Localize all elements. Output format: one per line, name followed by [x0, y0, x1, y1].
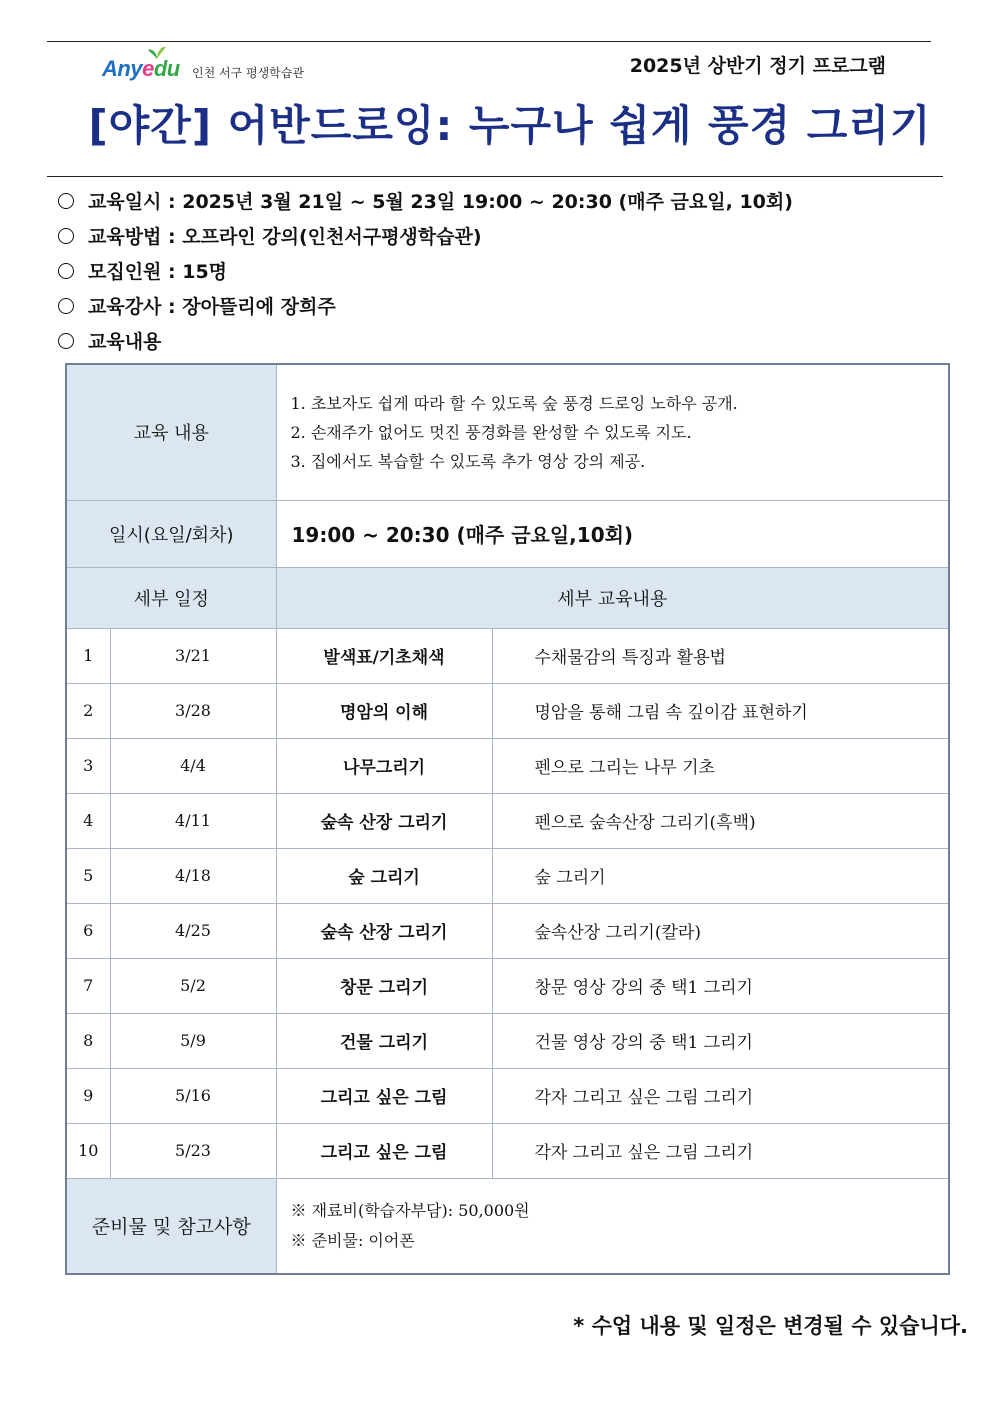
session-number: 5 [66, 848, 110, 903]
info-list [58, 183, 793, 358]
prep-lines [276, 1178, 949, 1274]
detail-header-row [66, 567, 949, 628]
session-desc: 숲 그리기 [492, 848, 949, 903]
prep-row [66, 1178, 949, 1274]
session-number: 6 [66, 903, 110, 958]
session-topic: 숲 그리기 [276, 848, 492, 903]
session-desc: 수채물감의 특징과 활용법 [492, 628, 949, 683]
table-row [66, 738, 949, 793]
session-number: 8 [66, 1013, 110, 1068]
schedule-value: 19:00 ~ 20:30 (매주 금요일,10회) [276, 500, 949, 567]
anyedu-logo [102, 44, 312, 86]
table-row [66, 958, 949, 1013]
logo-wordmark: Anyedu [102, 56, 180, 81]
session-date: 4/4 [110, 738, 276, 793]
session-date: 4/11 [110, 793, 276, 848]
circle-bullet-icon [58, 193, 74, 209]
session-desc: 창문 영상 강의 중 택1 그리기 [492, 958, 949, 1013]
info-item-date: 교육일시 : 2025년 3월 21일 ~ 5월 23일 19:00 ~ 20:30 (매주 금요일, 10회) [58, 183, 793, 218]
session-topic: 창문 그리기 [276, 958, 492, 1013]
table-row [66, 1068, 949, 1123]
table-row [66, 848, 949, 903]
content-line: 1. 초보자도 쉽게 따라 할 수 있도록 숲 풍경 드로잉 노하우 공개. [290, 393, 738, 413]
title-rule [47, 176, 943, 177]
session-number: 7 [66, 958, 110, 1013]
session-desc: 펜으로 숲속산장 그리기(흑백) [492, 793, 949, 848]
detail-header: 세부 일정 [66, 567, 276, 628]
session-date: 3/28 [110, 683, 276, 738]
circle-bullet-icon [58, 228, 74, 244]
top-rule [47, 41, 931, 42]
table-row [66, 628, 949, 683]
session-desc: 각자 그리고 싶은 그림 그리기 [492, 1123, 949, 1178]
info-item-method: 교육방법 : 오프라인 강의(인천서구평생학습관) [58, 218, 793, 253]
session-topic: 숲속 산장 그리기 [276, 903, 492, 958]
table-row [66, 683, 949, 738]
table-row [66, 793, 949, 848]
session-topic: 건물 그리기 [276, 1013, 492, 1068]
session-number: 10 [66, 1123, 110, 1178]
session-number: 4 [66, 793, 110, 848]
session-desc: 각자 그리고 싶은 그림 그리기 [492, 1068, 949, 1123]
session-topic: 그리고 싶은 그림 [276, 1068, 492, 1123]
table-row [66, 1013, 949, 1068]
session-desc: 펜으로 그리는 나무 기초 [492, 738, 949, 793]
circle-bullet-icon [58, 263, 74, 279]
session-number: 1 [66, 628, 110, 683]
session-date: 5/23 [110, 1123, 276, 1178]
content-header: 교육 내용 [66, 364, 276, 500]
session-date: 4/18 [110, 848, 276, 903]
program-label: 2025년 상반기 정기 프로그램 [629, 55, 886, 77]
session-date: 3/21 [110, 628, 276, 683]
session-topic: 숲속 산장 그리기 [276, 793, 492, 848]
table-row [66, 1123, 949, 1178]
prep-line: ※ 재료비(학습자부담): 50,000원 [290, 1200, 530, 1220]
content-line: 3. 집에서도 복습할 수 있도록 추가 영상 강의 제공. [290, 451, 646, 471]
session-number: 2 [66, 683, 110, 738]
session-desc: 숲속산장 그리기(칼라) [492, 903, 949, 958]
session-number: 3 [66, 738, 110, 793]
table-row [66, 903, 949, 958]
detail-content-header: 세부 교육내용 [276, 567, 949, 628]
session-topic: 발색표/기초채색 [276, 628, 492, 683]
info-item-instructor: 교육강사 : 장아뜰리에 장희주 [58, 288, 793, 323]
page-title: [야간] 어반드로잉: 누구나 쉽게 풍경 그리기 [88, 101, 932, 150]
schedule-row [66, 500, 949, 567]
session-date: 4/25 [110, 903, 276, 958]
session-date: 5/2 [110, 958, 276, 1013]
content-line: 2. 손재주가 없어도 멋진 풍경화를 완성할 수 있도록 지도. [290, 422, 692, 442]
session-date: 5/9 [110, 1013, 276, 1068]
info-item-capacity: 모집인원 : 15명 [58, 253, 793, 288]
session-desc: 건물 영상 강의 중 택1 그리기 [492, 1013, 949, 1068]
session-topic: 나무그리기 [276, 738, 492, 793]
prep-line: ※ 준비물: 이어폰 [290, 1230, 415, 1250]
session-desc: 명암을 통해 그림 속 깊이감 표현하기 [492, 683, 949, 738]
info-item-content: 교육내용 [58, 323, 793, 358]
circle-bullet-icon [58, 333, 74, 349]
session-date: 5/16 [110, 1068, 276, 1123]
circle-bullet-icon [58, 298, 74, 314]
prep-header: 준비물 및 참고사항 [66, 1178, 276, 1274]
session-topic: 그리고 싶은 그림 [276, 1123, 492, 1178]
curriculum-table [65, 363, 950, 1275]
schedule-header: 일시(요일/회차) [66, 500, 276, 567]
session-topic: 명암의 이해 [276, 683, 492, 738]
footnote: * 수업 내용 및 일정은 변경될 수 있습니다. [573, 1314, 968, 1338]
session-number: 9 [66, 1068, 110, 1123]
content-row [66, 364, 949, 500]
content-lines [276, 364, 949, 500]
logo-org-name: 인천 서구 평생학습관 [192, 66, 304, 80]
